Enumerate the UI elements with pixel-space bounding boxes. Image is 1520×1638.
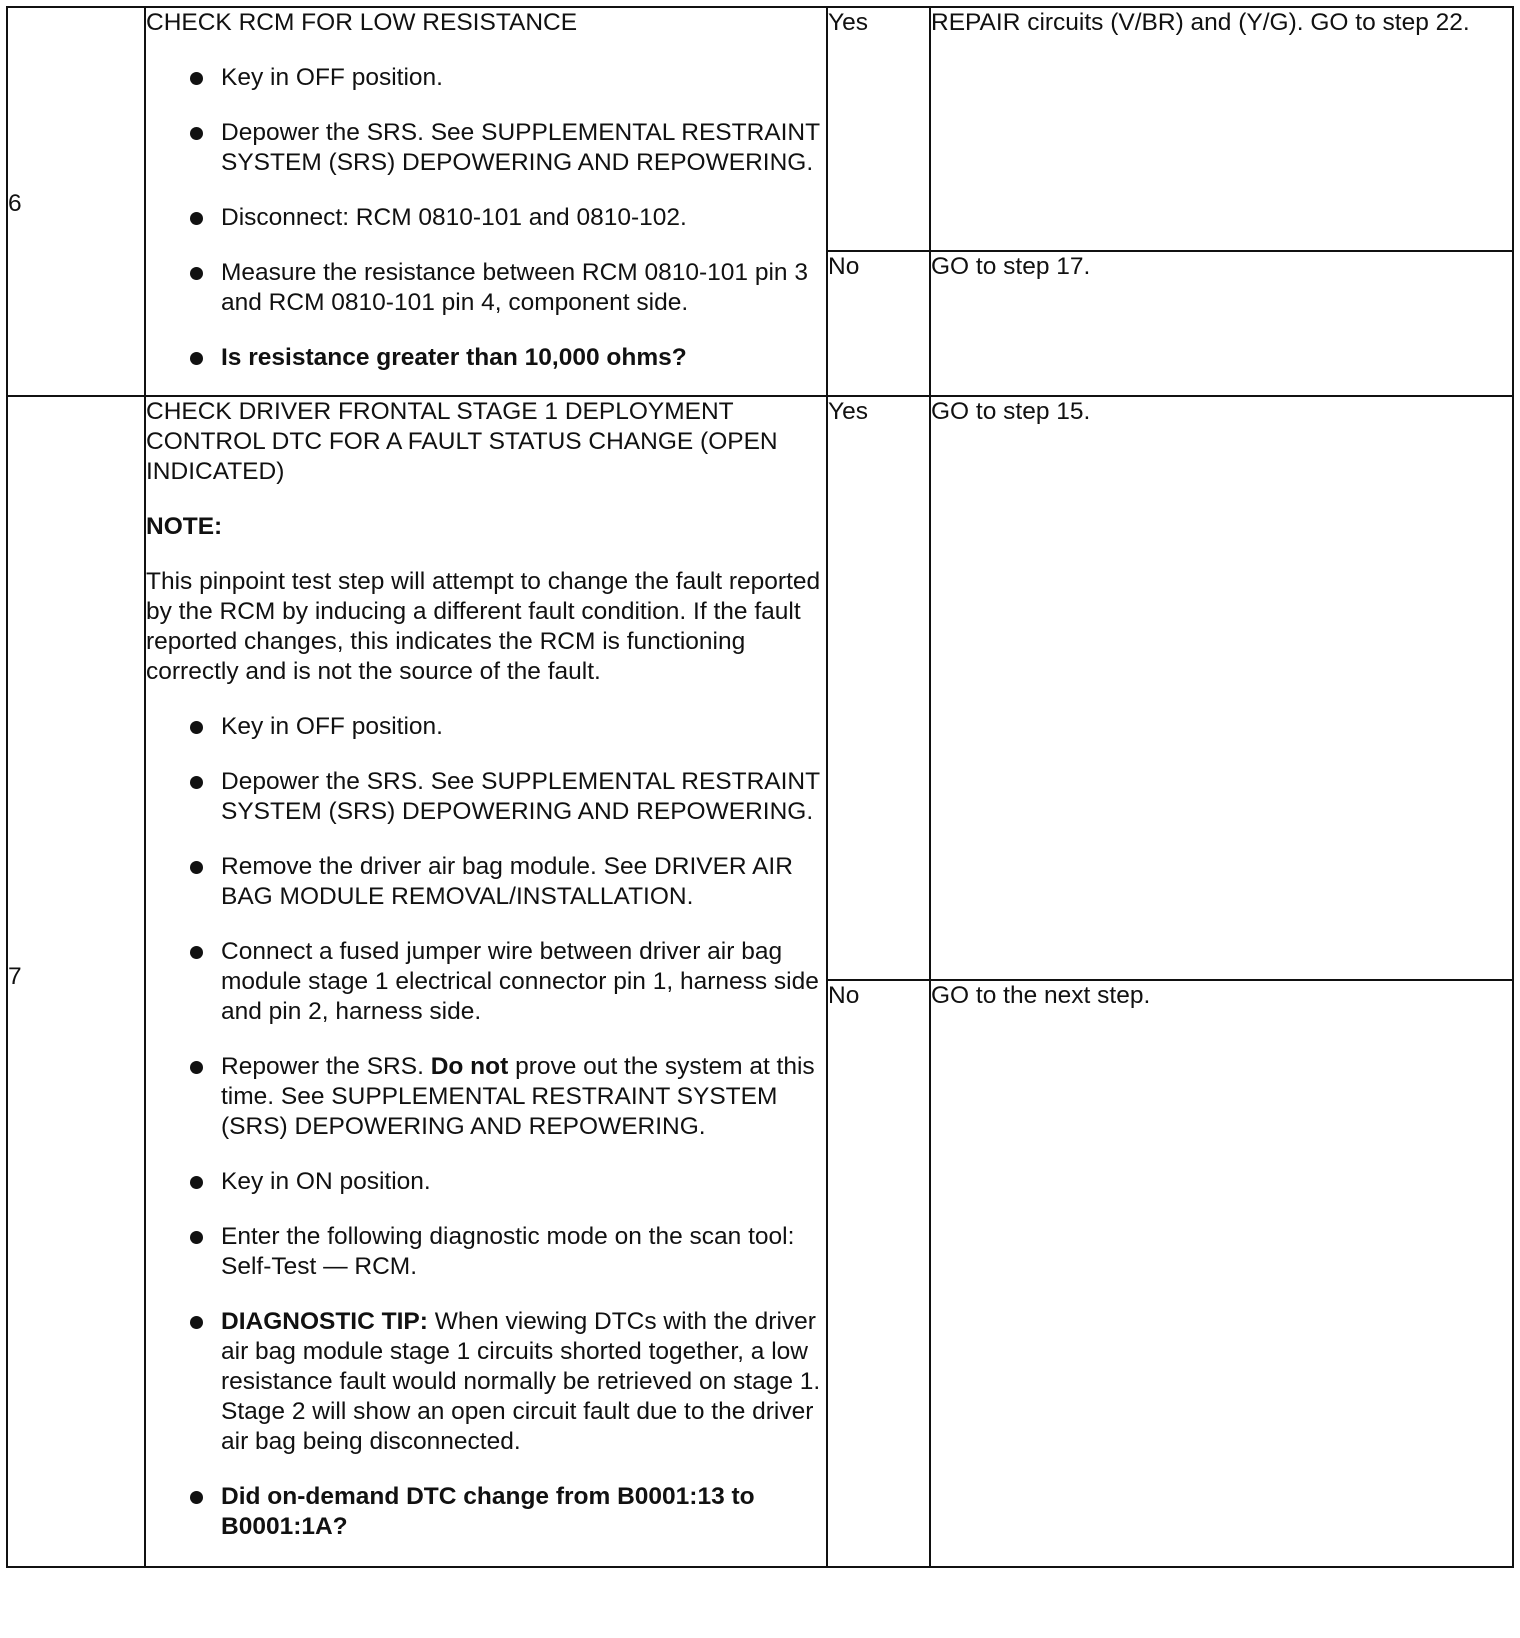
note-text: This pinpoint test step will attempt to change the fault reported by the RCM by inducing a different fault condition. If the fault reported changes, this indicates the RCM is functioning correctly and is not the source of the fault. <box>146 568 821 685</box>
step-7-yes-row <box>7 396 1513 980</box>
list-item: Key in OFF position. <box>146 63 826 93</box>
no-label: No <box>827 980 930 1567</box>
list-item: Key in ON position. <box>146 1167 826 1197</box>
no-action: GO to step 17. <box>930 251 1513 396</box>
pinpoint-test-table <box>6 6 1514 1568</box>
list-item: Connect a fused jumper wire between driver air bag module stage 1 electrical connector pin 1, harness side and pin 2, harness side. <box>146 937 826 1027</box>
repower-text-rest: prove out the system at this time. See SUPPLEMENTAL RESTRAINT SYSTEM (SRS) DEPOWERING AND REPOWERING. <box>221 1053 815 1140</box>
procedure-cell <box>145 396 827 1567</box>
yes-label: Yes <box>827 7 930 251</box>
list-item: Key in OFF position. <box>146 712 826 742</box>
yes-label: Yes <box>827 396 930 980</box>
question-item: Did on-demand DTC change from B0001:13 to B0001:1A? <box>146 1482 826 1542</box>
procedure-cell <box>145 7 827 396</box>
tip-text: When viewing DTCs with the driver air bag module stage 1 circuits shorted together, a low resistance fault would normally be retrieved on stage 1. Stage 2 will show an open circuit fault due to the driver air bag being disconnected. <box>221 1308 821 1455</box>
step-6-yes-row <box>7 7 1513 251</box>
tip-label: DIAGNOSTIC TIP: <box>221 1308 428 1335</box>
step-number: 6 <box>8 189 22 217</box>
list-item-tip <box>146 1307 826 1457</box>
yes-action: REPAIR circuits (V/BR) and (Y/G). GO to step 22. <box>930 7 1513 251</box>
list-item-repower <box>146 1052 826 1142</box>
no-action: GO to the next step. <box>930 980 1513 1567</box>
list-item: Measure the resistance between RCM 0810-101 pin 3 and RCM 0810-101 pin 4, component side. <box>146 258 826 318</box>
list-item: Remove the driver air bag module. See DRIVER AIR BAG MODULE REMOVAL/INSTALLATION. <box>146 852 826 912</box>
list-item: Depower the SRS. See SUPPLEMENTAL RESTRAINT SYSTEM (SRS) DEPOWERING AND REPOWERING. <box>146 118 826 178</box>
list-item: Enter the following diagnostic mode on the scan tool: Self-Test — RCM. <box>146 1222 826 1282</box>
repower-text: Repower the SRS. <box>221 1053 424 1080</box>
step-number-cell <box>7 7 145 396</box>
procedure-list <box>146 63 826 373</box>
repower-emphasis: Do not <box>430 1053 509 1080</box>
procedure-list <box>146 712 826 1542</box>
note-label: NOTE: <box>146 513 223 540</box>
yes-action: GO to step 15. <box>930 396 1513 980</box>
step-title: CHECK DRIVER FRONTAL STAGE 1 DEPLOYMENT CONTROL DTC FOR A FAULT STATUS CHANGE (OPEN INDICATED) <box>146 398 778 485</box>
question-item: Is resistance greater than 10,000 ohms? <box>146 343 826 373</box>
step-number-cell <box>7 396 145 1567</box>
step-number: 7 <box>8 962 22 990</box>
list-item: Disconnect: RCM 0810-101 and 0810-102. <box>146 203 826 233</box>
list-item: Depower the SRS. See SUPPLEMENTAL RESTRAINT SYSTEM (SRS) DEPOWERING AND REPOWERING. <box>146 767 826 827</box>
no-label: No <box>827 251 930 396</box>
step-title: CHECK RCM FOR LOW RESISTANCE <box>146 9 578 36</box>
